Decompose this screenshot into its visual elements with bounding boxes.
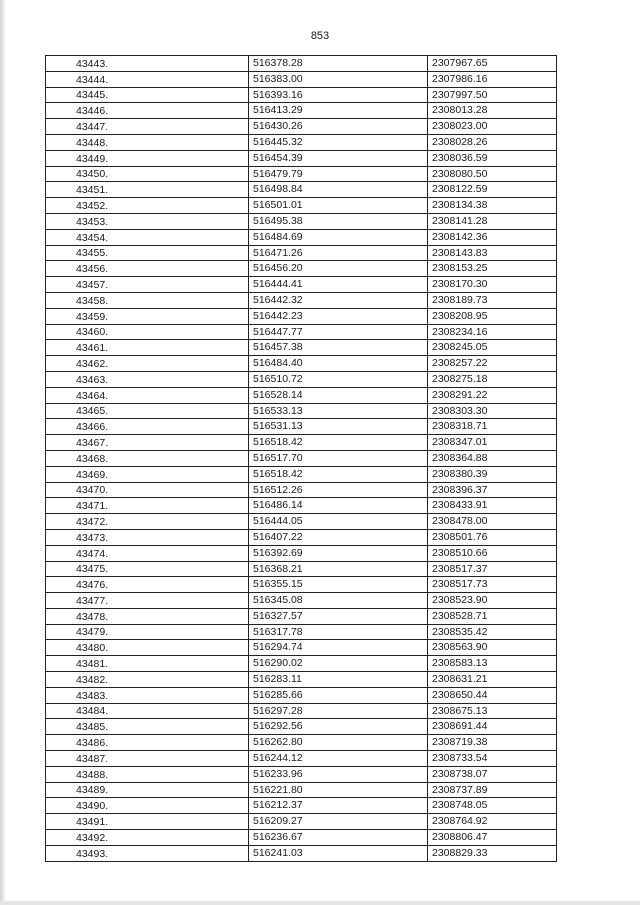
northing-cell: 2307967.65 xyxy=(428,56,557,72)
point-number-cell: 43449. xyxy=(46,150,249,166)
northing-cell: 2308396.37 xyxy=(428,482,557,498)
easting-cell: 516528.14 xyxy=(249,387,428,403)
easting-cell: 516510.72 xyxy=(249,371,428,387)
easting-cell: 516413.29 xyxy=(249,103,428,119)
easting-cell: 516444.05 xyxy=(249,514,428,530)
easting-cell: 516495.38 xyxy=(249,213,428,229)
table-row xyxy=(46,672,557,688)
point-number-cell: 43476. xyxy=(46,577,249,593)
point-number-cell: 43481. xyxy=(46,656,249,672)
coordinates-table-body xyxy=(46,56,557,862)
table-row xyxy=(46,292,557,308)
easting-cell: 516393.16 xyxy=(249,87,428,103)
table-row xyxy=(46,387,557,403)
easting-cell: 516486.14 xyxy=(249,498,428,514)
easting-cell: 516209.27 xyxy=(249,814,428,830)
point-number-cell: 43472. xyxy=(46,514,249,530)
scan-page-edge xyxy=(0,0,6,905)
table-row xyxy=(46,482,557,498)
northing-cell: 2307986.16 xyxy=(428,71,557,87)
point-number-cell: 43462. xyxy=(46,356,249,372)
northing-cell: 2308433.91 xyxy=(428,498,557,514)
northing-cell: 2308347.01 xyxy=(428,435,557,451)
table-row xyxy=(46,529,557,545)
table-row xyxy=(46,166,557,182)
northing-cell: 2308170.30 xyxy=(428,277,557,293)
easting-cell: 516531.13 xyxy=(249,419,428,435)
easting-cell: 516407.22 xyxy=(249,529,428,545)
easting-cell: 516518.42 xyxy=(249,435,428,451)
point-number-cell: 43489. xyxy=(46,782,249,798)
point-number-cell: 43490. xyxy=(46,798,249,814)
point-number-cell: 43485. xyxy=(46,719,249,735)
easting-cell: 516236.67 xyxy=(249,830,428,846)
northing-cell: 2308478.00 xyxy=(428,514,557,530)
table-row xyxy=(46,198,557,214)
easting-cell: 516444.41 xyxy=(249,277,428,293)
table-row xyxy=(46,735,557,751)
point-number-cell: 43451. xyxy=(46,182,249,198)
northing-cell: 2308234.16 xyxy=(428,324,557,340)
table-row xyxy=(46,229,557,245)
easting-cell: 516212.37 xyxy=(249,798,428,814)
easting-cell: 516430.26 xyxy=(249,119,428,135)
table-row xyxy=(46,466,557,482)
point-number-cell: 43493. xyxy=(46,845,249,861)
table-row xyxy=(46,782,557,798)
easting-cell: 516392.69 xyxy=(249,545,428,561)
northing-cell: 2308517.73 xyxy=(428,577,557,593)
northing-cell: 2308738.07 xyxy=(428,766,557,782)
point-number-cell: 43482. xyxy=(46,672,249,688)
table-row xyxy=(46,87,557,103)
coordinates-table xyxy=(45,55,557,862)
table-row xyxy=(46,308,557,324)
easting-cell: 516297.28 xyxy=(249,703,428,719)
northing-cell: 2308764.92 xyxy=(428,814,557,830)
table-row xyxy=(46,182,557,198)
easting-cell: 516378.28 xyxy=(249,56,428,72)
easting-cell: 516501.01 xyxy=(249,198,428,214)
easting-cell: 516517.70 xyxy=(249,450,428,466)
table-row xyxy=(46,277,557,293)
easting-cell: 516241.03 xyxy=(249,845,428,861)
northing-cell: 2308134.38 xyxy=(428,198,557,214)
point-number-cell: 43453. xyxy=(46,213,249,229)
point-number-cell: 43484. xyxy=(46,703,249,719)
table-row xyxy=(46,703,557,719)
point-number-cell: 43454. xyxy=(46,229,249,245)
easting-cell: 516290.02 xyxy=(249,656,428,672)
northing-cell: 2308650.44 xyxy=(428,687,557,703)
northing-cell: 2308275.18 xyxy=(428,371,557,387)
table-row xyxy=(46,814,557,830)
point-number-cell: 43465. xyxy=(46,403,249,419)
northing-cell: 2308583.13 xyxy=(428,656,557,672)
easting-cell: 516518.42 xyxy=(249,466,428,482)
northing-cell: 2308141.28 xyxy=(428,213,557,229)
point-number-cell: 43445. xyxy=(46,87,249,103)
easting-cell: 516355.15 xyxy=(249,577,428,593)
table-row xyxy=(46,403,557,419)
northing-cell: 2308036.59 xyxy=(428,150,557,166)
point-number-cell: 43477. xyxy=(46,593,249,609)
easting-cell: 516484.69 xyxy=(249,229,428,245)
point-number-cell: 43463. xyxy=(46,371,249,387)
northing-cell: 2308142.36 xyxy=(428,229,557,245)
point-number-cell: 43457. xyxy=(46,277,249,293)
northing-cell: 2308829.33 xyxy=(428,845,557,861)
table-row xyxy=(46,435,557,451)
point-number-cell: 43469. xyxy=(46,466,249,482)
easting-cell: 516454.39 xyxy=(249,150,428,166)
table-row xyxy=(46,119,557,135)
northing-cell: 2308719.38 xyxy=(428,735,557,751)
northing-cell: 2308245.05 xyxy=(428,340,557,356)
easting-cell: 516442.32 xyxy=(249,292,428,308)
point-number-cell: 43491. xyxy=(46,814,249,830)
point-number-cell: 43464. xyxy=(46,387,249,403)
northing-cell: 2308028.26 xyxy=(428,134,557,150)
northing-cell: 2308364.88 xyxy=(428,450,557,466)
table-row xyxy=(46,577,557,593)
point-number-cell: 43471. xyxy=(46,498,249,514)
easting-cell: 516294.74 xyxy=(249,640,428,656)
point-number-cell: 43456. xyxy=(46,261,249,277)
easting-cell: 516457.38 xyxy=(249,340,428,356)
northing-cell: 2308208.95 xyxy=(428,308,557,324)
northing-cell: 2308291.22 xyxy=(428,387,557,403)
northing-cell: 2308318.71 xyxy=(428,419,557,435)
northing-cell: 2308510.66 xyxy=(428,545,557,561)
northing-cell: 2307997.50 xyxy=(428,87,557,103)
easting-cell: 516327.57 xyxy=(249,608,428,624)
northing-cell: 2308023.00 xyxy=(428,119,557,135)
northing-cell: 2308528.71 xyxy=(428,608,557,624)
point-number-cell: 43479. xyxy=(46,624,249,640)
easting-cell: 516292.56 xyxy=(249,719,428,735)
northing-cell: 2308535.42 xyxy=(428,624,557,640)
table-row xyxy=(46,687,557,703)
easting-cell: 516283.11 xyxy=(249,672,428,688)
page-number: 853 xyxy=(310,30,330,42)
northing-cell: 2308563.90 xyxy=(428,640,557,656)
northing-cell: 2308080.50 xyxy=(428,166,557,182)
easting-cell: 516262.80 xyxy=(249,735,428,751)
table-row xyxy=(46,134,557,150)
easting-cell: 516498.84 xyxy=(249,182,428,198)
table-row xyxy=(46,719,557,735)
point-number-cell: 43486. xyxy=(46,735,249,751)
table-row xyxy=(46,608,557,624)
easting-cell: 516479.79 xyxy=(249,166,428,182)
easting-cell: 516533.13 xyxy=(249,403,428,419)
easting-cell: 516244.12 xyxy=(249,751,428,767)
point-number-cell: 43474. xyxy=(46,545,249,561)
table-row xyxy=(46,498,557,514)
point-number-cell: 43473. xyxy=(46,529,249,545)
point-number-cell: 43458. xyxy=(46,292,249,308)
northing-cell: 2308631.21 xyxy=(428,672,557,688)
point-number-cell: 43446. xyxy=(46,103,249,119)
northing-cell: 2308380.39 xyxy=(428,466,557,482)
northing-cell: 2308737.89 xyxy=(428,782,557,798)
table-row xyxy=(46,245,557,261)
easting-cell: 516447.77 xyxy=(249,324,428,340)
easting-cell: 516233.96 xyxy=(249,766,428,782)
table-row xyxy=(46,71,557,87)
easting-cell: 516345.08 xyxy=(249,593,428,609)
point-number-cell: 43452. xyxy=(46,198,249,214)
northing-cell: 2308523.90 xyxy=(428,593,557,609)
northing-cell: 2308189.73 xyxy=(428,292,557,308)
point-number-cell: 43492. xyxy=(46,830,249,846)
table-row xyxy=(46,593,557,609)
table-row xyxy=(46,640,557,656)
point-number-cell: 43450. xyxy=(46,166,249,182)
table-row xyxy=(46,561,557,577)
table-row xyxy=(46,751,557,767)
table-row xyxy=(46,845,557,861)
northing-cell: 2308153.25 xyxy=(428,261,557,277)
point-number-cell: 43470. xyxy=(46,482,249,498)
northing-cell: 2308013.28 xyxy=(428,103,557,119)
point-number-cell: 43488. xyxy=(46,766,249,782)
easting-cell: 516445.32 xyxy=(249,134,428,150)
northing-cell: 2308501.76 xyxy=(428,529,557,545)
table-row xyxy=(46,261,557,277)
table-row xyxy=(46,324,557,340)
point-number-cell: 43466. xyxy=(46,419,249,435)
point-number-cell: 43467. xyxy=(46,435,249,451)
table-row xyxy=(46,371,557,387)
point-number-cell: 43447. xyxy=(46,119,249,135)
northing-cell: 2308806.47 xyxy=(428,830,557,846)
point-number-cell: 43461. xyxy=(46,340,249,356)
point-number-cell: 43459. xyxy=(46,308,249,324)
northing-cell: 2308517.37 xyxy=(428,561,557,577)
northing-cell: 2308733.54 xyxy=(428,751,557,767)
table-row xyxy=(46,419,557,435)
northing-cell: 2308303.30 xyxy=(428,403,557,419)
point-number-cell: 43448. xyxy=(46,134,249,150)
easting-cell: 516442.23 xyxy=(249,308,428,324)
table-row xyxy=(46,766,557,782)
table-row xyxy=(46,103,557,119)
table-row xyxy=(46,450,557,466)
easting-cell: 516471.26 xyxy=(249,245,428,261)
northing-cell: 2308748.05 xyxy=(428,798,557,814)
point-number-cell: 43483. xyxy=(46,687,249,703)
northing-cell: 2308691.44 xyxy=(428,719,557,735)
northing-cell: 2308122.59 xyxy=(428,182,557,198)
point-number-cell: 43444. xyxy=(46,71,249,87)
easting-cell: 516368.21 xyxy=(249,561,428,577)
table-row xyxy=(46,340,557,356)
point-number-cell: 43480. xyxy=(46,640,249,656)
point-number-cell: 43468. xyxy=(46,450,249,466)
table-row xyxy=(46,514,557,530)
easting-cell: 516456.20 xyxy=(249,261,428,277)
scan-bottom-edge xyxy=(0,901,640,905)
easting-cell: 516512.26 xyxy=(249,482,428,498)
table-row xyxy=(46,798,557,814)
table-row xyxy=(46,656,557,672)
point-number-cell: 43487. xyxy=(46,751,249,767)
northing-cell: 2308143.83 xyxy=(428,245,557,261)
easting-cell: 516221.80 xyxy=(249,782,428,798)
point-number-cell: 43478. xyxy=(46,608,249,624)
table-row xyxy=(46,356,557,372)
point-number-cell: 43460. xyxy=(46,324,249,340)
table-row xyxy=(46,830,557,846)
table-row xyxy=(46,545,557,561)
table-row xyxy=(46,150,557,166)
point-number-cell: 43443. xyxy=(46,56,249,72)
easting-cell: 516383.00 xyxy=(249,71,428,87)
northing-cell: 2308675.13 xyxy=(428,703,557,719)
point-number-cell: 43475. xyxy=(46,561,249,577)
easting-cell: 516285.66 xyxy=(249,687,428,703)
northing-cell: 2308257.22 xyxy=(428,356,557,372)
table-row xyxy=(46,56,557,72)
easting-cell: 516484.40 xyxy=(249,356,428,372)
easting-cell: 516317.78 xyxy=(249,624,428,640)
table-row xyxy=(46,213,557,229)
table-row xyxy=(46,624,557,640)
point-number-cell: 43455. xyxy=(46,245,249,261)
